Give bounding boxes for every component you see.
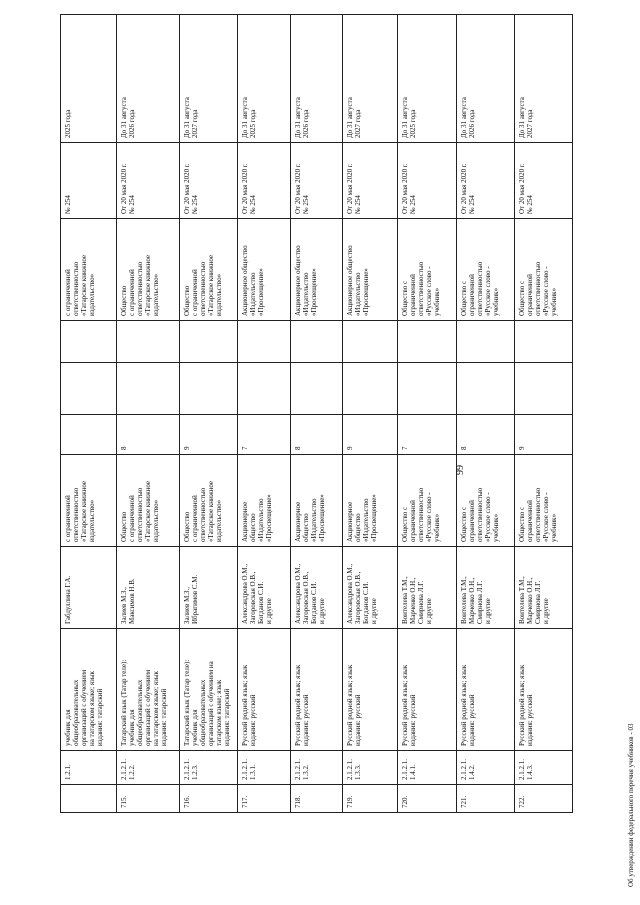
cell-c7 xyxy=(238,321,291,363)
cell-code: 2.1.2.1. 1.3.3. xyxy=(343,751,398,785)
cell-c6 xyxy=(117,363,180,415)
cell-code: 2.1.2.1. 1.4.2. xyxy=(457,751,515,785)
table-row xyxy=(515,15,573,813)
page-number: 99 xyxy=(455,465,466,475)
cell-c7 xyxy=(61,321,117,363)
cell-authors: Воителева Т.М., Марченко О.Н., Смирнова Л.Г. и другие xyxy=(457,547,515,629)
cell-title: Русский родной язык; язык издания: русский xyxy=(515,629,573,751)
cell-title: Русский родной язык; язык издания: русский xyxy=(291,629,343,751)
cell-until: До 31 августа 2025 года xyxy=(398,15,457,143)
cell-order: От 20 мая 2020 г. № 254 xyxy=(457,143,515,219)
cell-code: 2.1.2.1. 1.3.2. xyxy=(291,751,343,785)
cell-c6 xyxy=(515,363,573,415)
cell-grade: 8 xyxy=(117,415,180,455)
cell-publisher1: с ограниченной ответственностью «Татарское книжное издательство» xyxy=(61,455,117,547)
cell-num: 717. xyxy=(238,785,291,813)
cell-num: 720. xyxy=(398,785,457,813)
cell-publisher2: Акционерное общество «Издательство «Просвещение» xyxy=(291,219,343,321)
cell-c6 xyxy=(61,363,117,415)
cell-grade: 8 xyxy=(291,415,343,455)
cell-num: 721. xyxy=(457,785,515,813)
cell-num: 718. xyxy=(291,785,343,813)
cell-order: От 20 мая 2020 г. № 254 xyxy=(515,143,573,219)
cell-publisher2: с ограниченной ответственностью «Татарское книжное издательство» xyxy=(61,219,117,321)
table-row xyxy=(180,15,238,813)
cell-c7 xyxy=(457,321,515,363)
cell-c6 xyxy=(457,363,515,415)
cell-publisher1: Акционерное общество «Издательство «Просвещение» xyxy=(238,455,291,547)
cell-until: До 31 августа 2027 года xyxy=(515,15,573,143)
cell-authors: Габдуллина Г.А. xyxy=(61,547,117,629)
cell-num: 722. xyxy=(515,785,573,813)
cell-grade: 9 xyxy=(343,415,398,455)
cell-authors: Залиев М.З., Максимов Н.В. xyxy=(117,547,180,629)
cell-num xyxy=(61,785,117,813)
cell-order: От 20 мая 2020 г. № 254 xyxy=(238,143,291,219)
cell-title: Русский родной язык; язык издания: русский xyxy=(343,629,398,751)
cell-until: До 31 августа 2026 года xyxy=(457,15,515,143)
cell-title: Татарский язык (Татар теле): учебник для общеобразовательных организаций с обучением на татарском языке; язык издания: татарский xyxy=(180,629,238,751)
cell-c7 xyxy=(291,321,343,363)
cell-code: 2.1.2.1. 1.4.3. xyxy=(515,751,573,785)
cell-publisher1: Общество с ограниченной ответственностью «Русское слово - учебник» xyxy=(457,455,515,547)
cell-publisher2: Акционерное общество «Издательство «Просвещение» xyxy=(343,219,398,321)
cell-grade xyxy=(61,415,117,455)
cell-grade: 9 xyxy=(515,415,573,455)
cell-publisher1: Акционерное общество «Издательство «Просвещение» xyxy=(291,455,343,547)
cell-c7 xyxy=(343,321,398,363)
cell-authors: Александрова О.М., Загоровская О.В., Богданов С.И. и другие xyxy=(343,547,398,629)
cell-order: От 20 мая 2020 г. № 254 xyxy=(180,143,238,219)
cell-order: № 254 xyxy=(61,143,117,219)
cell-c7 xyxy=(180,321,238,363)
cell-authors: Воителева Т.М., Марченко О.Н., Смирнова Л.Г. и другие xyxy=(398,547,457,629)
cell-until: До 31 августа 2026 года xyxy=(117,15,180,143)
cell-c6 xyxy=(343,363,398,415)
textbook-list-table xyxy=(60,14,573,813)
cell-publisher2: Акционерное общество «Издательство «Просвещение» xyxy=(238,219,291,321)
cell-grade: 7 xyxy=(398,415,457,455)
cell-until: До 31 августа 2027 года xyxy=(343,15,398,143)
cell-title: Татарский язык (Татар теле): учебник для общеобразовательных организаций с обучением на татарском языке; язык издания: татарский xyxy=(117,629,180,751)
cell-until: До 31 августа 2025 года xyxy=(238,15,291,143)
cell-order: От 20 мая 2020 г. № 254 xyxy=(117,143,180,219)
table-row xyxy=(291,15,343,813)
cell-publisher1: Общество с ограниченной ответственностью «Татарское книжное издательство» xyxy=(117,455,180,547)
cell-order: От 20 мая 2020 г. № 254 xyxy=(291,143,343,219)
cell-publisher2: Общество с ограниченной ответственностью «Татарское книжное издательство» xyxy=(117,219,180,321)
table-row xyxy=(457,15,515,813)
table-row xyxy=(117,15,180,813)
cell-c7 xyxy=(398,321,457,363)
cell-grade: 9 xyxy=(180,415,238,455)
cell-num: 719. xyxy=(343,785,398,813)
cell-c6 xyxy=(291,363,343,415)
table-row xyxy=(398,15,457,813)
cell-authors: Залиев М.З., Ибрагимов С.М. xyxy=(180,547,238,629)
cell-c6 xyxy=(398,363,457,415)
cell-publisher1: Общество с ограниченной ответственностью «Русское слово - учебник» xyxy=(398,455,457,547)
cell-publisher2: Общество с ограниченной ответственностью «Русское слово - учебник» xyxy=(515,219,573,321)
cell-code: 2.1.2.1. 1.2.3. xyxy=(180,751,238,785)
cell-grade: 8 xyxy=(457,415,515,455)
cell-code: 2.1.2.1. 1.3.1. xyxy=(238,751,291,785)
cell-order: От 20 мая 2020 г. № 254 xyxy=(398,143,457,219)
cell-publisher2: Общество с ограниченной ответственностью «Татарское книжное издательство» xyxy=(180,219,238,321)
cell-num: 715. xyxy=(117,785,180,813)
cell-c6 xyxy=(180,363,238,415)
cell-authors: Воителева Т.М., Марченко О.Н., Смирнова Л.Г. и другие xyxy=(515,547,573,629)
cell-until: До 31 августа 2027 года xyxy=(180,15,238,143)
cell-c7 xyxy=(515,321,573,363)
cell-publisher2: Общество с ограниченной ответственностью «Русское слово - учебник» xyxy=(398,219,457,321)
cell-publisher1: Акционерное общество «Издательство «Просвещение» xyxy=(343,455,398,547)
cell-code: 2.1.2.1. 1.2.2. xyxy=(117,751,180,785)
cell-num: 716. xyxy=(180,785,238,813)
cell-code: 2.1.2.1. 1.4.1. xyxy=(398,751,457,785)
table-row xyxy=(61,15,117,813)
cell-until: 2025 года xyxy=(61,15,117,143)
cell-title: Русский родной язык; язык издания: русский xyxy=(457,629,515,751)
cell-grade: 7 xyxy=(238,415,291,455)
cell-authors: Александрова О.М., Загоровская О.В., Богданов С.И. и другие xyxy=(238,547,291,629)
cell-publisher1: Общество с ограниченной ответственностью «Русское слово - учебник» xyxy=(515,455,573,547)
cell-c6 xyxy=(238,363,291,415)
cell-title: Русский родной язык; язык издания: русский xyxy=(398,629,457,751)
cell-c7 xyxy=(117,321,180,363)
cell-title: учебник для общеобразовательных организаций с обучением на татарском языке; язык издания: татарский xyxy=(61,629,117,751)
cell-code: 1.2.1. xyxy=(61,751,117,785)
cell-order: От 20 мая 2020 г. № 254 xyxy=(343,143,398,219)
table-row xyxy=(343,15,398,813)
cell-publisher1: Общество с ограниченной ответственностью «Татарское книжное издательство» xyxy=(180,455,238,547)
cell-authors: Александрова О.М., Загоровская О.В., Богданов С.И. и другие xyxy=(291,547,343,629)
cell-until: До 31 августа 2026 года xyxy=(291,15,343,143)
table-row xyxy=(238,15,291,813)
cell-title: Русский родной язык; язык издания: русский xyxy=(238,629,291,751)
footer-note: Об утверждении федерального перечня учебников - 03 xyxy=(627,723,635,887)
cell-publisher2: Общество с ограниченной ответственностью «Русское слово - учебник» xyxy=(457,219,515,321)
